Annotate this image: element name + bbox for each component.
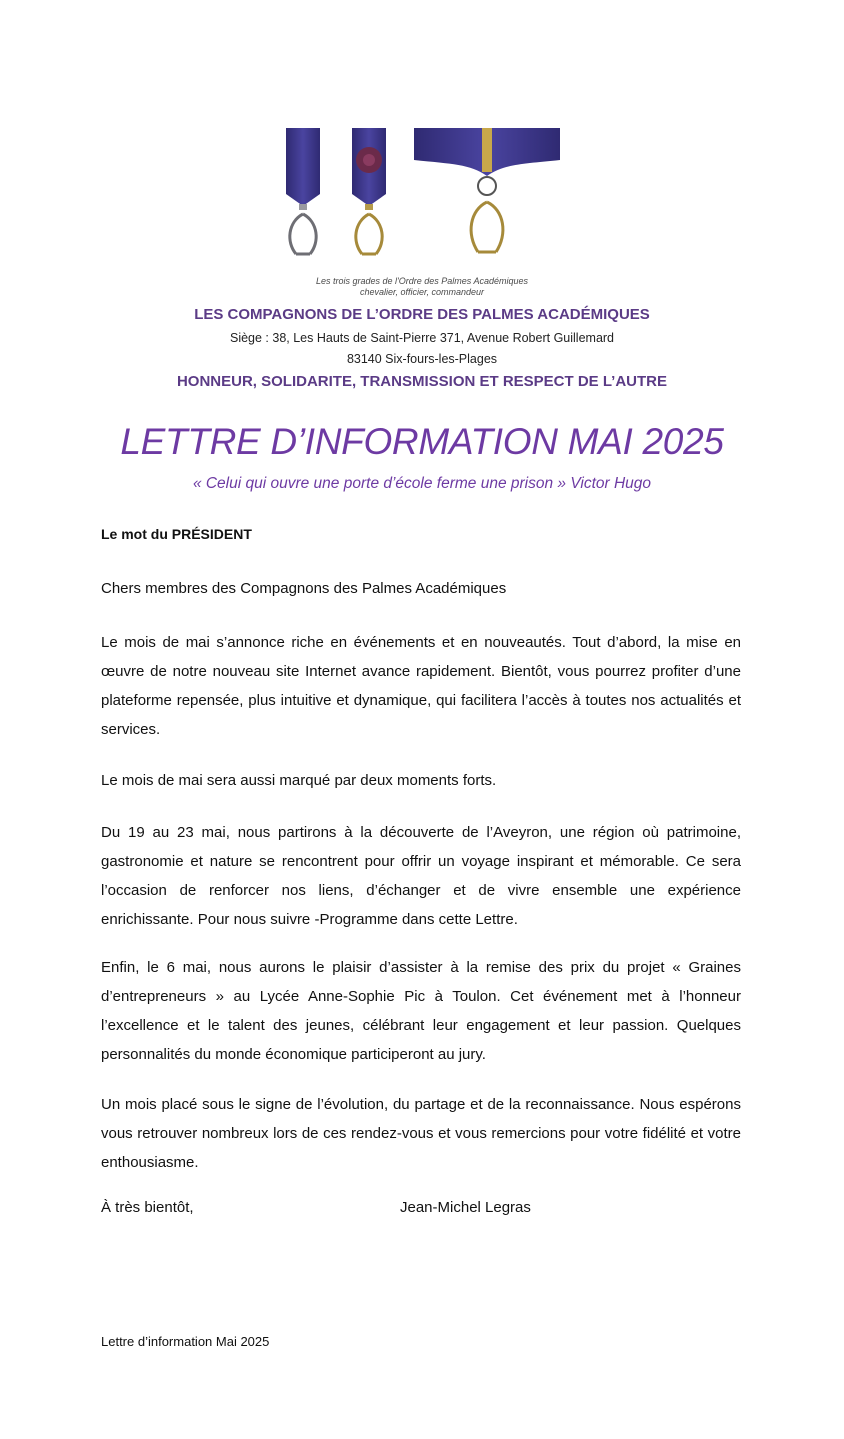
org-name: LES COMPAGNONS DE L’ORDRE DES PALMES ACADÉMIQUES	[194, 306, 650, 323]
motto: HONNEUR, SOLIDARITE, TRANSMISSION ET RESPECT DE L’AUTRE	[176, 373, 668, 390]
president-heading: Le mot du PRÉSIDENT	[101, 526, 252, 542]
page-footer: Lettre d’information Mai 2025	[101, 1334, 270, 1349]
commandeur-medal-icon	[414, 128, 560, 252]
medals-image	[282, 124, 562, 274]
letter-quote: « Celui qui ouvre une porte d’école ferme une prison » Victor Hugo	[192, 475, 652, 492]
paragraph-greeting: Chers membres des Compagnons des Palmes Académiques	[101, 580, 507, 597]
medals-caption-line2: chevalier, officier, commandeur	[359, 287, 485, 297]
officier-medal-icon	[352, 128, 386, 254]
signature-name: Jean-Michel Legras	[400, 1199, 531, 1216]
paragraph-website: Le mois de mai s’annonce riche en événements et en nouveautés. Tout d’abord, la mise en œuvre de notre nouveau site Internet avance rapidement. Bientôt, vous pourrez profiter d’une plateforme repensée, plus intuitive et dynamique, qui facilitera l’accès à toutes nos actualités et services.	[101, 634, 741, 738]
address-line1: Siège : 38, Les Hauts de Saint-Pierre 371, Avenue Robert Guillemard	[229, 331, 615, 345]
medals-caption-line1: Les trois grades de l'Ordre des Palmes Académiques	[316, 276, 528, 286]
chevalier-medal-icon	[286, 128, 320, 254]
address-line2: 83140 Six-fours-les-Plages	[346, 352, 498, 366]
paragraph-aveyron: Du 19 au 23 mai, nous partirons à la découverte de l’Aveyron, une région où patrimoine, gastronomie et nature se rencontrent pour offrir un voyage inspirant et mémorable. Ce sera l’occasion de renforcer nos liens, d’échanger et de vivre ensemble une expérience enrichissante. Pour nous suivre -Programme dans cette Lettre.	[101, 824, 741, 928]
paragraph-graines: Enfin, le 6 mai, nous aurons le plaisir d’assister à la remise des prix du projet « Graines d’entrepreneurs » au Lycée Anne-Sophie Pic à Toulon. Cet événement met à l’honneur l’excellence et le talent des jeunes, célébrant leur engagement et leur passion. Quelques personnalités du monde économique participeront au jury.	[101, 959, 741, 1063]
paragraph-closing: Un mois placé sous le signe de l’évolution, du partage et de la reconnaissance. Nous espérons vous retrouver nombreux lors de ces rendez-vous et vous remercions pour votre fidélité et votre enthousiasme.	[101, 1096, 741, 1171]
closing-salutation: À très bientôt,	[101, 1199, 194, 1216]
paragraph-events-intro: Le mois de mai sera aussi marqué par deux moments forts.	[101, 772, 497, 789]
letter-title: LETTRE D’INFORMATION MAI 2025	[120, 421, 724, 462]
